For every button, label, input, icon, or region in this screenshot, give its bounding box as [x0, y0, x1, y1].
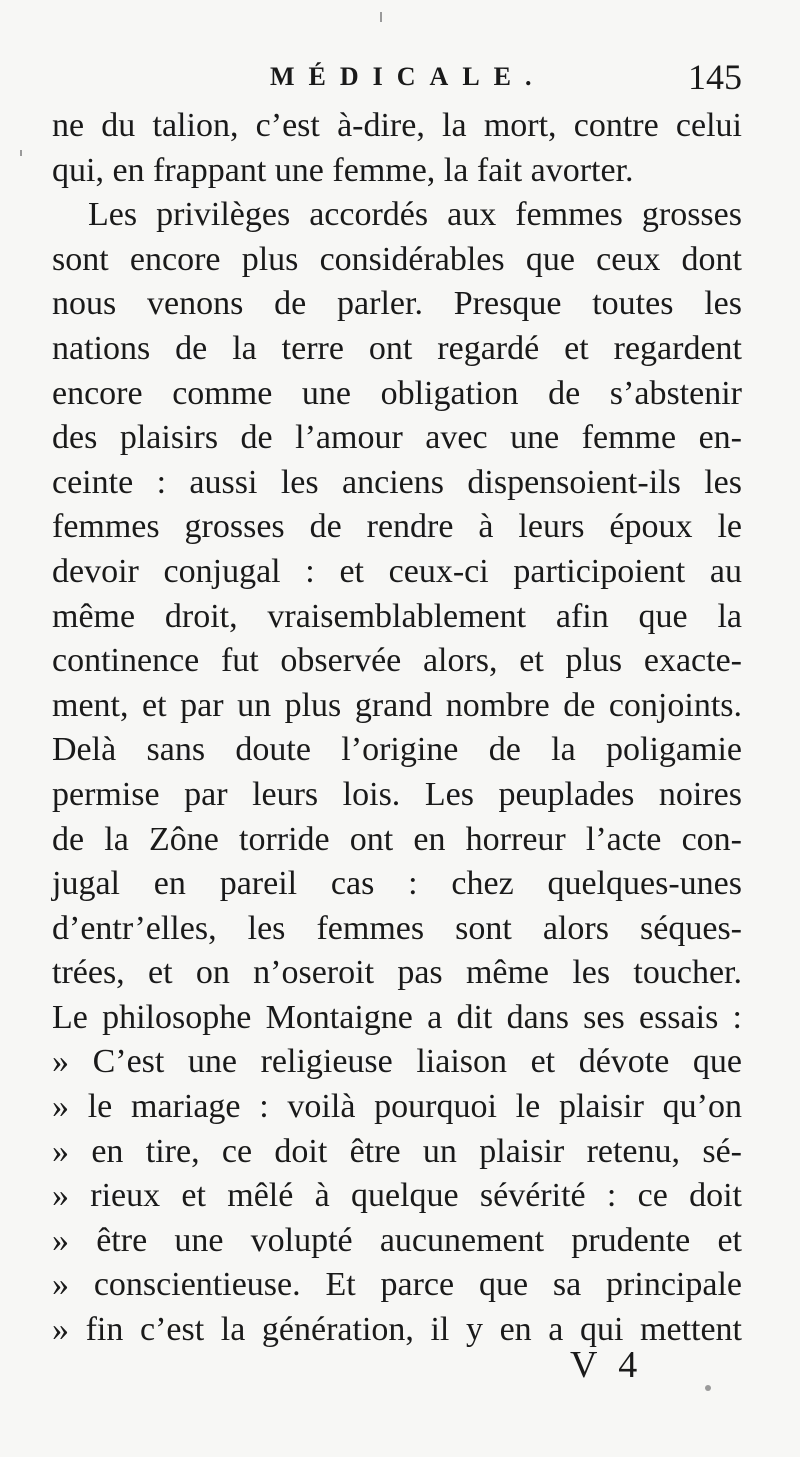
speck-mark — [380, 12, 382, 22]
body-text — [52, 104, 742, 1353]
text-line: » en tire, ce doit être un plaisir retenu, sé- — [52, 1132, 742, 1170]
text-line: » être une volupté aucunement prudente et — [52, 1221, 742, 1259]
text-line: ment, et par un plus grand nombre de conjoints. — [52, 686, 742, 724]
text-line: continence fut observée alors, et plus exacte- — [52, 642, 742, 680]
text-line: des plaisirs de l’amour avec une femme en- — [52, 419, 742, 457]
text-line: Delà sans doute l’origine de la poligamie — [52, 731, 742, 769]
text-line: devoir conjugal : et ceux-ci participoient au — [52, 552, 742, 590]
speck-mark — [705, 1385, 711, 1391]
text-line: ne du talion, c’est à-dire, la mort, contre celui — [52, 107, 742, 144]
text-line: » rieux et mêlé à quelque sévérité : ce doit — [52, 1177, 742, 1215]
text-line: femmes grosses de rendre à leurs époux le — [52, 508, 742, 546]
text-line: jugal en pareil cas : chez quelques-unes — [52, 865, 742, 903]
text-line: sont encore plus considérables que ceux dont — [52, 240, 742, 278]
text-line: même droit, vraisemblablement afin que la — [52, 597, 742, 635]
text-line: nations de la terre ont regardé et regardent — [52, 329, 742, 367]
text-line: » C’est une religieuse liaison et dévote que — [52, 1043, 742, 1081]
text-line: » fin c’est la génération, il y en a qui mettent — [52, 1311, 742, 1349]
running-head: MÉDICALE. — [270, 62, 546, 91]
text-line: » le mariage : voilà pourquoi le plaisir qu’on — [52, 1088, 742, 1126]
text-line: » conscientieuse. Et parce que sa principale — [52, 1266, 742, 1304]
text-line: qui, en frappant une femme, la fait avorter. — [52, 151, 634, 189]
text-line: permise par leurs lois. Les peuplades noires — [52, 775, 742, 813]
text-line: encore comme une obligation de s’abstenir — [52, 374, 742, 412]
text-line: ceinte : aussi les anciens dispensoient-ils les — [52, 463, 742, 501]
page-number: 145 — [688, 57, 742, 97]
text-line: nous venons de parler. Presque toutes les — [52, 285, 742, 323]
text-line: de la Zône torride ont en horreur l’acte con- — [52, 820, 742, 858]
text-line: d’entr’elles, les femmes sont alors séques- — [52, 909, 742, 947]
text-line: Le philosophe Montaigne a dit dans ses essais : — [52, 998, 742, 1036]
text-line: trées, et on n’oseroit pas même les toucher. — [52, 954, 742, 992]
signature-mark: V 4 — [570, 1344, 644, 1386]
text-line: Les privilèges accordés aux femmes grosses — [88, 196, 742, 234]
speck-mark — [20, 150, 22, 156]
